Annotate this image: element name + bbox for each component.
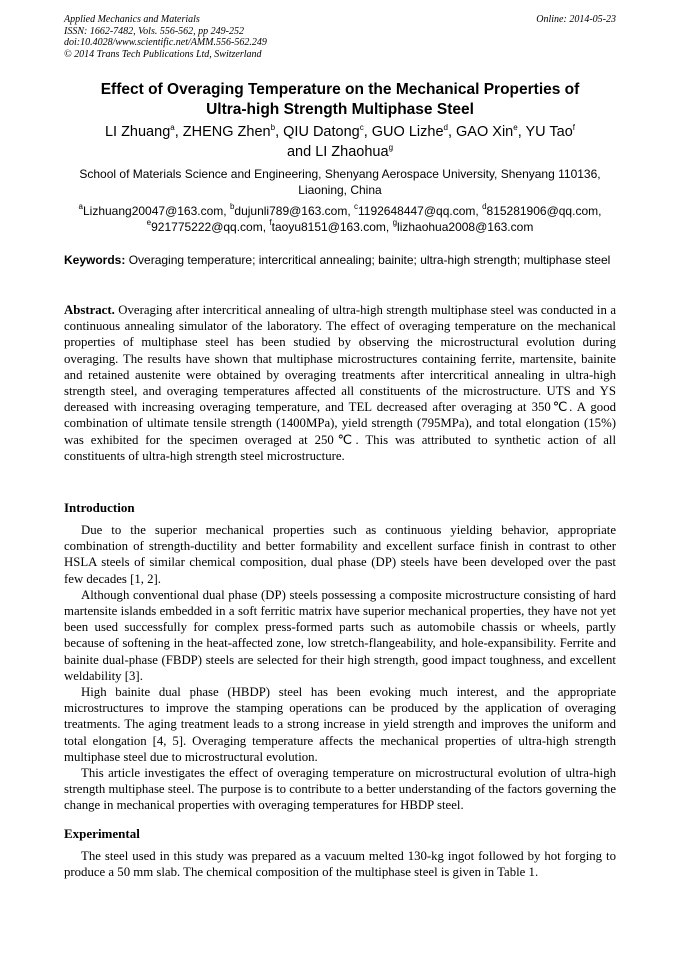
email: $^b$dujunli789@163.com, — [229, 202, 354, 218]
email-list — [64, 204, 616, 235]
email-address[interactable]: taoyu8151@163.com — [271, 219, 386, 234]
abstract-text: Overaging after intercritical annealing of ultra-high strength multiphase steel was conducted in a continuous annealing simulator of the laboratory. The effect of overaging temperature on the mechanical properties of multiphase steel has been studied by observing the microstructural evolution during overaging. The results have shown that multiphase microstructures containing ferrite, martensite, bainite and retained austenite were obtained by overaging treatments after intercritical annealing in ultra-high strength steel, and overaging temperatures affected all constituents of the microstructure. UTS and YS dereased with increasing overaging temperature, and TEL decreased after overaging at 350℃. A good combination of ultimate tensile strength (1400MPa), yield strength (795MPa), and total elongation (15%) was exhibited for the specimen overaged at 250℃. This was attributed to synthetic action of all constituents of ultra-high strength steel microstructure. — [64, 303, 617, 463]
author — [526, 124, 576, 140]
email-address[interactable]: lizhaohua2008@163.com — [397, 219, 534, 234]
author-sup: f — [572, 123, 576, 132]
author-sup: c — [359, 123, 364, 132]
author-name: QIU Datong — [283, 124, 360, 140]
author-name: GAO Xin — [456, 124, 514, 140]
email: $^c$1192648447@qq.com, — [354, 202, 483, 218]
email-address[interactable]: 1192648447@qq.com — [358, 204, 476, 218]
email: $^a$Lizhuang20047@163.com, — [78, 202, 230, 218]
author-sup: g — [388, 143, 394, 152]
paragraph: High bainite dual phase (HBDP) steel has been evoking much interest, and the appropriate microstructures to improve the stamping operations can be produced by the application of overaging treatments. The aging treatment leads to a strong increase in yield strength and improves the uniform and total elongation [4, 5]. Overaging temperature affects the mechanical properties of ultra-high strength multiphase steel due to microstructural evolution. — [64, 685, 616, 764]
keywords-label: Keywords: — [64, 253, 126, 267]
keywords-text: Overaging temperature; intercritical annealing; bainite; ultra-high strength; multiphase steel — [128, 253, 611, 267]
keywords — [64, 253, 616, 269]
author-list — [64, 122, 616, 162]
email: $^g$lizhaohua2008@163.com — [392, 217, 534, 234]
author: ZHENG Zhen$^b$, — [182, 123, 284, 140]
paragraph: Although conventional dual phase (DP) steels possessing a composite microstructure consisting of hard martensite islands embedded in a soft ferritic matrix have superior mechanical properties, they have not yet been used successfully for complex press-formed parts such as automobile chassis or wheels, partly because of softening in the heat-affected zone, low stretch-flangeability, and hole-expansibility. Ferrite and bainite dual-phase (FBDP) steels are selected for their high strength, good impact toughness, and excellent weldability [3]. — [64, 587, 616, 683]
author: GUO Lizhe$^d$, — [371, 123, 457, 140]
title-line-1: Effect of Overaging Temperature on the Mechanical Properties of — [100, 81, 580, 98]
email-address[interactable]: 815281906@qq.com — [486, 204, 599, 218]
abstract-label: Abstract. — [64, 303, 115, 317]
copyright-line: © 2014 Trans Tech Publications Ltd, Switzerland — [64, 48, 262, 60]
introduction-heading: Introduction — [64, 500, 135, 515]
author: LI Zhuang$^a$, — [104, 123, 183, 140]
author-sup: e — [513, 123, 518, 132]
author: QIU Datong$^c$, — [283, 123, 372, 140]
author-sup: b — [270, 123, 276, 132]
author-name: YU Tao — [525, 124, 573, 140]
title-line-2: Ultra-high Strength Multiphase Steel — [206, 101, 474, 118]
author-name: and LI Zhaohua — [286, 144, 389, 160]
author-name: LI Zhuang — [104, 124, 171, 140]
email: $^d$815281906@qq.com, — [482, 202, 602, 218]
journal-header — [64, 14, 616, 60]
issn-line: ISSN: 1662-7482, Vols. 556-562, pp 249-252 — [64, 25, 244, 37]
author-name: GUO Lizhe — [371, 124, 444, 140]
author: GAO Xin$^e$, — [456, 123, 526, 140]
paragraph: This article investigates the effect of overaging temperature on microstructural evolution of ultra-high strength multiphase steel. The purpose is to contribute to a better understanding of the factors governing the change in mechanical properties with overaging temperatures for HBDP steel. — [64, 766, 616, 813]
email-address[interactable]: Lizhuang20047@163.com — [82, 204, 224, 218]
introduction-body — [64, 522, 616, 814]
doi-line: doi:10.4028/www.scientific.net/AMM.556-562.249 — [64, 37, 267, 48]
journal-name: Applied Mechanics and Materials — [64, 14, 200, 25]
online-date: Online: 2014-05-23 — [536, 14, 616, 25]
author-sup: d — [443, 123, 448, 132]
experimental-heading: Experimental — [64, 826, 140, 841]
email-address[interactable]: 921775222@qq.com — [151, 219, 263, 234]
experimental-body — [64, 848, 616, 880]
email: $^f$taoyu8151@163.com, — [269, 217, 393, 234]
author-sup: a — [170, 123, 175, 132]
email-address[interactable]: dujunli789@163.com — [234, 204, 348, 218]
email: $^e$921775222@qq.com, — [146, 217, 270, 234]
paragraph: The steel used in this study was prepared as a vacuum melted 130-kg ingot followed by hot forging to produce a 50 mm slab. The chemical composition of the multiphase steel is given in Table 1. — [64, 849, 616, 880]
paragraph: Due to the superior mechanical properties such as continuous yielding behavior, appropriate combination of strength-ductility and better formability and excellent surface finish in contrast to other HSLA steels of similar chemical composition, dual phase (DP) steels have been developed over the past few decades [1, 2]. — [64, 523, 616, 586]
paper-title — [64, 80, 616, 120]
abstract — [64, 302, 616, 464]
affiliation: School of Materials Science and Engineering, Shenyang Aerospace University, Shenyang 110136, Liaoning, China — [79, 167, 601, 197]
author — [287, 144, 393, 160]
author-name: ZHENG Zhen — [182, 124, 271, 140]
